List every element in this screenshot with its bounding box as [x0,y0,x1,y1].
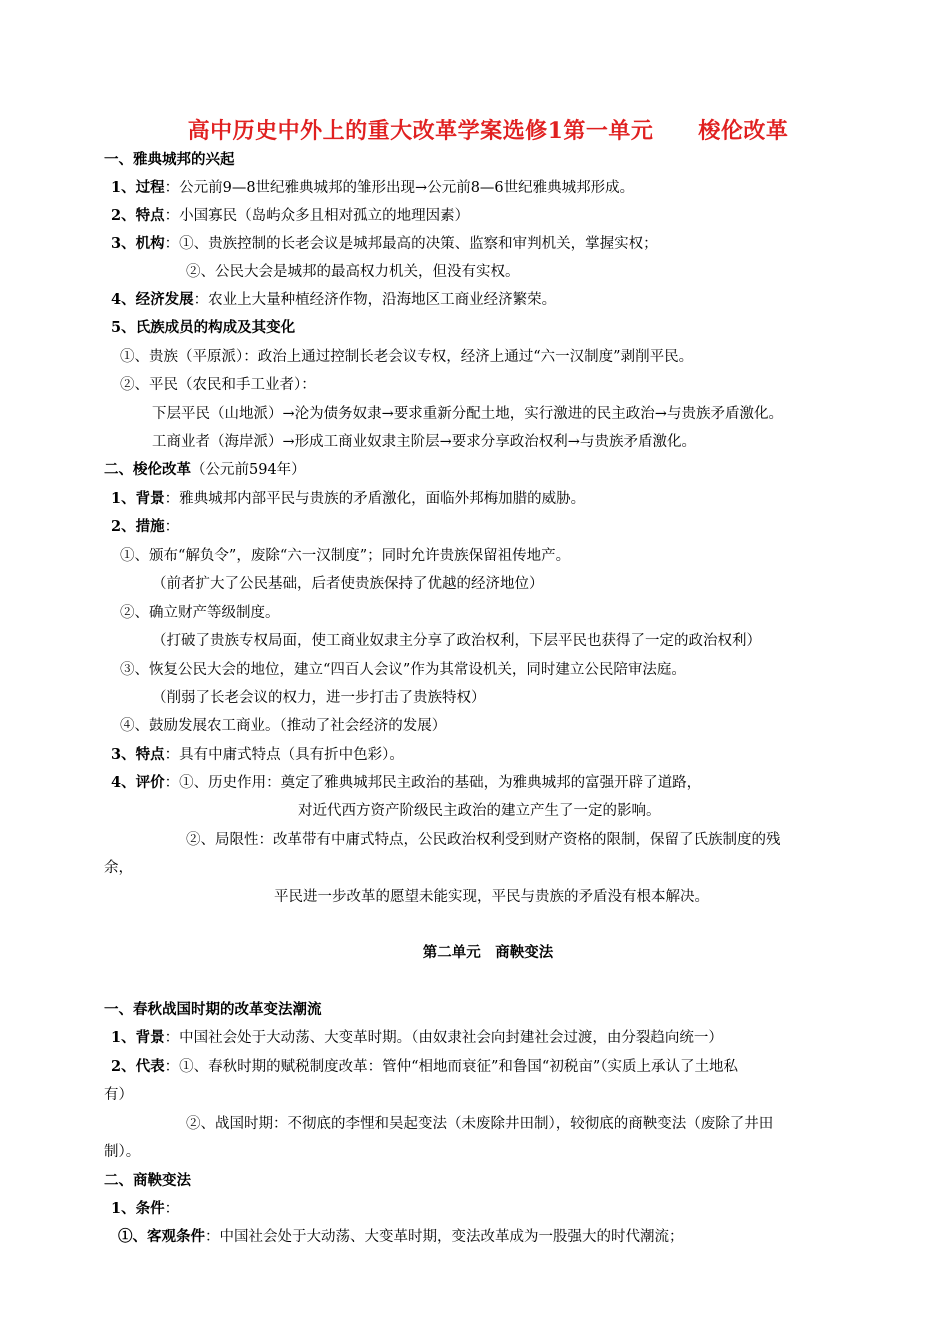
item-label: 1、背景 [111,490,165,507]
item-nobles: ①、贵族（平原派）：政治上通过控制长老会议专权，经济上通过“六一汉制度”剥削平民。 [120,349,694,365]
item-economy [111,290,556,310]
item-institutions [111,234,658,254]
evaluation-cont: 对近代西方资产阶级民主政治的建立产生了一定的影响。 [298,803,661,819]
item-label: 2、措施 [111,518,165,535]
item-text: ：公元前9—8世纪雅典城邦的雏形出现→公元前8—6世纪雅典城邦形成。 [164,180,635,196]
item-process [111,178,634,198]
item-measures [111,517,179,537]
item-text: ：雅典城邦内部平民与贵族的矛盾激化，面临外邦梅加腊的威胁。 [164,491,586,507]
evaluation-limits-cont2: 平民进一步改革的愿望未能实现，平民与贵族的矛盾没有根本解决。 [274,889,709,905]
unit-heading-shang-yang: 第二单元 商鞅变法 [422,944,554,961]
item-label: 4、评价 [111,774,165,791]
item-text: ： [164,519,180,535]
item-background-2 [111,1028,723,1048]
item-text: ：中国社会处于大动荡、大变革时期。（由奴隶社会向封建社会过渡，由分裂趋向统一） [164,1030,723,1046]
measure-3-note: （削弱了长老会议的权力，进一步打击了贵族特权） [152,690,486,706]
section-heading-reform-trend: 一、春秋战国时期的改革变法潮流 [104,1001,322,1018]
measure-2-note: （打破了贵族专权局面，使工商业奴隶主分享了政治权利，下层平民也获得了一定的政治权利） [152,633,761,649]
item-evaluation [111,773,701,793]
item-label: ①、客观条件 [118,1228,205,1245]
evaluation-limits-cont: 余， [104,860,133,876]
evaluation-limits: ②、局限性：改革带有中庸式特点，公民政治权利受到财产资格的限制，保留了氏族制度的残 [186,832,781,848]
item-background [111,489,585,509]
section-heading-solon [104,460,306,480]
document-title: 高中历史中外上的重大改革学案选修1第一单元 梭伦改革 [187,118,789,144]
item-text: ：农业上大量种植经济作物，沿海地区工商业经济繁荣。 [193,292,557,308]
item-clan-members: 5、氏族成员的构成及其变化 [111,319,296,336]
measure-2: ②、确立财产等级制度。 [120,605,280,621]
item-objective-conditions [118,1227,684,1247]
section-heading-shang-yang-reform: 二、商鞅变法 [104,1172,191,1189]
item-label: 3、特点 [111,746,165,763]
item-feature [111,206,469,226]
item-label: 4、经济发展 [111,291,194,308]
item-text: ：①、春秋时期的赋税制度改革：管仲“相地而衰征”和鲁国“初税亩”（实质上承认了土地私 [164,1059,738,1075]
item-label: 1、背景 [111,1029,165,1046]
item-text: ：小国寡民（岛屿众多且相对孤立的地理因素） [164,208,470,224]
item-text: ：①、贵族控制的长老会议是城邦最高的决策、监察和审判机关，掌握实权； [164,236,658,252]
item-representatives [111,1057,738,1077]
item-text: ：①、历史作用：奠定了雅典城邦民主政治的基础，为雅典城邦的富强开辟了道路， [164,775,702,791]
item-text: ： [164,1201,180,1217]
representatives-warring-states: ②、战国时期：不彻底的李悝和吴起变法（未废除井田制），较彻底的商鞅变法（废除了井田 [186,1116,774,1132]
representatives-warring-states-cont: 制）。 [104,1144,141,1160]
item-conditions [111,1199,179,1219]
measure-4: ④、鼓励发展农工商业。（推动了社会经济的发展） [120,718,447,734]
item-label: 2、代表 [111,1058,165,1075]
section-heading-athens-rise: 一、雅典城邦的兴起 [104,151,235,168]
representatives-cont: 有） [104,1087,133,1103]
section-heading-year: （公元前594年） [191,462,306,478]
measure-1-note: （前者扩大了公民基础，后者使贵族保持了优越的经济地位） [152,576,544,592]
item-lower-commoners: 下层平民（山地派）→沦为债务奴隶→要求重新分配土地，实行激进的民主政治→与贵族矛盾激化。 [152,406,783,422]
measure-3: ③、恢复公民大会的地位，建立“四百人会议”作为其常设机关，同时建立公民陪审法庭。 [120,662,686,678]
item-text: ：具有中庸式特点（具有折中色彩）。 [164,747,404,763]
item-commoners: ②、平民（农民和手工业者）： [120,377,316,393]
section-heading-text: 二、梭伦改革 [104,461,191,478]
item-label: 3、机构 [111,235,165,252]
item-label: 1、条件 [111,1200,165,1217]
item-characteristics [111,745,404,765]
item-label: 2、特点 [111,207,165,224]
item-text: ：中国社会处于大动荡、大变革时期，变法改革成为一股强大的时代潮流； [205,1229,684,1245]
measure-1: ①、颁布“解负令”，废除“六一汉制度”；同时允许贵族保留祖传地产。 [120,548,571,564]
item-merchants: 工商业者（海岸派）→形成工商业奴隶主阶层→要求分享政治权利→与贵族矛盾激化。 [152,434,696,450]
item-label: 1、过程 [111,179,165,196]
item-institutions-cont: ②、公民大会是城邦的最高权力机关，但没有实权。 [186,264,520,280]
